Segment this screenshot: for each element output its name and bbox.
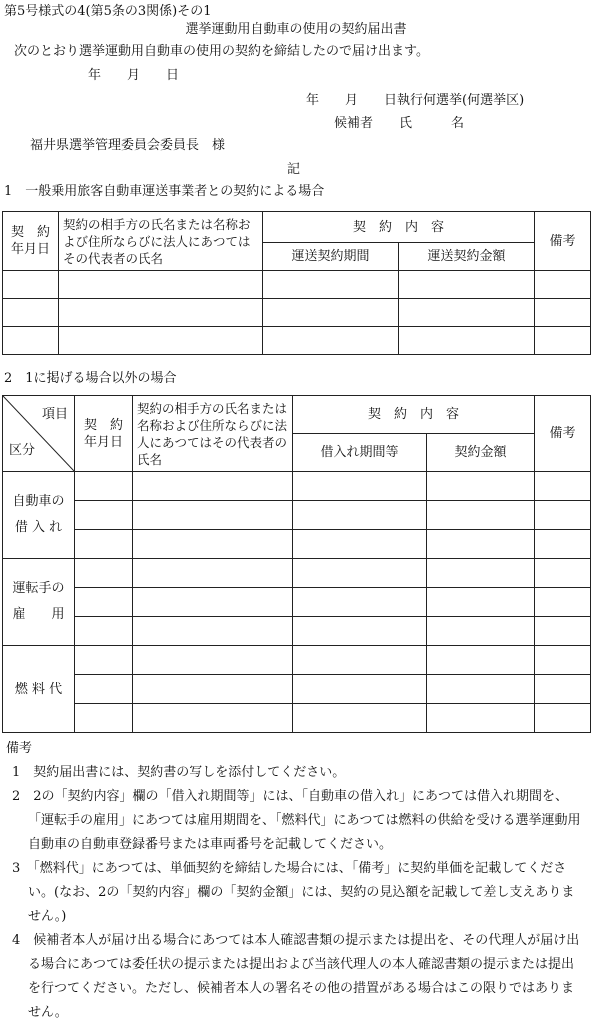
- amount-cell[interactable]: [399, 327, 535, 355]
- table-row: [3, 646, 591, 675]
- s2-col-date: 契 約 年月日: [75, 396, 133, 472]
- group-label: 借 入 れ: [14, 520, 63, 535]
- s2-group-driver-hire: [3, 559, 75, 646]
- group-label: 雇 用: [12, 607, 65, 622]
- remarks-cell[interactable]: [535, 299, 591, 327]
- amount-cell[interactable]: [427, 501, 535, 530]
- table-row: [3, 472, 591, 501]
- table-row: [3, 704, 591, 733]
- note-item: 1 契約届出書には、契約書の写しを添付してください。: [12, 765, 346, 780]
- remarks-cell[interactable]: [535, 501, 591, 530]
- table-row: [3, 299, 591, 327]
- party-cell[interactable]: [133, 472, 293, 501]
- period-cell[interactable]: [293, 501, 427, 530]
- notes-section: [6, 737, 586, 1025]
- date-cell[interactable]: [75, 501, 133, 530]
- s1-col-period: 運送契約期間: [263, 243, 399, 271]
- date-cell[interactable]: [75, 704, 133, 733]
- party-cell[interactable]: [59, 299, 263, 327]
- date-cell[interactable]: [3, 271, 59, 299]
- remarks-cell[interactable]: [535, 327, 591, 355]
- date-cell[interactable]: [3, 299, 59, 327]
- period-cell[interactable]: [293, 617, 427, 646]
- party-cell[interactable]: [133, 617, 293, 646]
- period-cell[interactable]: [293, 646, 427, 675]
- amount-cell[interactable]: [427, 646, 535, 675]
- party-cell[interactable]: [133, 501, 293, 530]
- note-item: 2 2の「契約内容」欄の「借入れ期間等」には、「自動車の借入れ」にあつては借入れ期間を、「運転手の雇用」にあつては雇用期間を、「燃料代」にあつては燃料の供給を受ける選挙運動用自動車の自動車登録番号または車両番号を記載してください。: [12, 789, 581, 852]
- date-cell[interactable]: [75, 530, 133, 559]
- s2-col-period: 借入れ期間等: [293, 434, 427, 472]
- s2-col-contract: 契 約 内 容: [293, 396, 535, 434]
- ki-label: 記: [287, 162, 301, 177]
- remarks-cell[interactable]: [535, 646, 591, 675]
- amount-cell[interactable]: [427, 559, 535, 588]
- date-cell[interactable]: [75, 646, 133, 675]
- date-cell[interactable]: [75, 617, 133, 646]
- s2-col-amount: 契約金額: [427, 434, 535, 472]
- remarks-cell[interactable]: [535, 472, 591, 501]
- table-row: [3, 617, 591, 646]
- period-cell[interactable]: [263, 327, 399, 355]
- s2-diag-item: 項目: [41, 407, 68, 422]
- date-cell[interactable]: [75, 675, 133, 704]
- amount-cell[interactable]: [427, 472, 535, 501]
- period-cell[interactable]: [293, 559, 427, 588]
- section1-heading: 1 一般乗用旅客自動車運送事業者との契約による場合: [4, 184, 325, 199]
- remarks-cell[interactable]: [535, 704, 591, 733]
- table-row: [3, 530, 591, 559]
- party-cell[interactable]: [133, 530, 293, 559]
- remarks-cell[interactable]: [535, 559, 591, 588]
- remarks-cell[interactable]: [535, 588, 591, 617]
- table-row: [3, 327, 591, 355]
- party-cell[interactable]: [133, 559, 293, 588]
- period-cell[interactable]: [293, 472, 427, 501]
- s2-diag-class: 区分: [9, 443, 36, 458]
- period-cell[interactable]: [293, 704, 427, 733]
- note-item: 4 候補者本人が届け出る場合にあつては本人確認書類の提示または提出を、その代理人が届け出る場合にあつては委任状の提示または提出および当該代理人の本人確認書類の提示または提出を行つてください。ただし、候補者本人の署名その他の措置がある場合はこの限りではありません。: [12, 933, 580, 1020]
- date-cell[interactable]: [3, 327, 59, 355]
- addressee: 福井県選挙管理委員会委員長 様: [30, 138, 226, 153]
- group-label: 燃 料 代: [14, 681, 63, 697]
- party-cell[interactable]: [133, 588, 293, 617]
- note-item: 3 「燃料代」にあつては、単価契約を締結した場合には、「備考」に契約単価を記載してください。(なお、2の「契約内容」欄の「契約金額」には、契約の見込額を記載して差し支えありません。): [12, 861, 575, 924]
- s1-col-date: 契 約 年月日: [3, 212, 59, 271]
- s2-diagonal-header: [3, 396, 75, 472]
- table-row: [3, 559, 591, 588]
- remarks-cell[interactable]: [535, 271, 591, 299]
- remarks-cell[interactable]: [535, 675, 591, 704]
- date-cell[interactable]: [75, 559, 133, 588]
- s2-group-fuel: [3, 646, 75, 733]
- amount-cell[interactable]: [427, 704, 535, 733]
- s1-col-contract: 契 約 内 容: [263, 212, 535, 243]
- table-row: [3, 588, 591, 617]
- notes-heading: 備考: [6, 741, 33, 756]
- submission-date: 年 月 日: [88, 68, 180, 83]
- s2-col-party: 契約の相手方の氏名または名称および住所ならびに法人にあつてはその代表者の氏名: [133, 396, 293, 472]
- date-cell[interactable]: [75, 588, 133, 617]
- candidate-name-label: 候補者 氏 名: [334, 116, 465, 131]
- party-cell[interactable]: [133, 646, 293, 675]
- section2-table: [2, 395, 591, 733]
- amount-cell[interactable]: [427, 675, 535, 704]
- period-cell[interactable]: [263, 299, 399, 327]
- group-label: 自動車の: [12, 494, 65, 509]
- period-cell[interactable]: [263, 271, 399, 299]
- amount-cell[interactable]: [427, 617, 535, 646]
- amount-cell[interactable]: [399, 271, 535, 299]
- group-label: 運転手の: [12, 581, 65, 596]
- form-number: 第5号様式の4(第5条の3関係)その1: [4, 4, 212, 19]
- section2-heading: 2 1に掲げる場合以外の場合: [4, 371, 177, 386]
- party-cell[interactable]: [59, 327, 263, 355]
- remarks-cell[interactable]: [535, 530, 591, 559]
- document-title: 選挙運動用自動車の使用の契約届出書: [185, 22, 407, 37]
- s1-col-party: 契約の相手方の氏名または名称および住所ならびに法人にあつてはその代表者の氏名: [59, 212, 263, 271]
- table-row: [3, 675, 591, 704]
- section1-table: [2, 211, 591, 355]
- s1-col-amount: 運送契約金額: [399, 243, 535, 271]
- party-cell[interactable]: [133, 704, 293, 733]
- amount-cell[interactable]: [427, 588, 535, 617]
- intro-text: 次のとおり選挙運動用自動車の使用の契約を締結したので届け出ます。: [14, 44, 429, 59]
- amount-cell[interactable]: [427, 530, 535, 559]
- election-name: 年 月 日執行何選挙(何選挙区): [306, 93, 525, 108]
- party-cell[interactable]: [59, 271, 263, 299]
- amount-cell[interactable]: [399, 299, 535, 327]
- s2-group-car-rental: [3, 472, 75, 559]
- table-row: [3, 271, 591, 299]
- s1-col-remarks: 備考: [535, 212, 591, 271]
- s2-col-remarks: 備考: [535, 396, 591, 472]
- period-cell[interactable]: [293, 530, 427, 559]
- remarks-cell[interactable]: [535, 617, 591, 646]
- period-cell[interactable]: [293, 675, 427, 704]
- period-cell[interactable]: [293, 588, 427, 617]
- party-cell[interactable]: [133, 675, 293, 704]
- table-row: [3, 501, 591, 530]
- date-cell[interactable]: [75, 472, 133, 501]
